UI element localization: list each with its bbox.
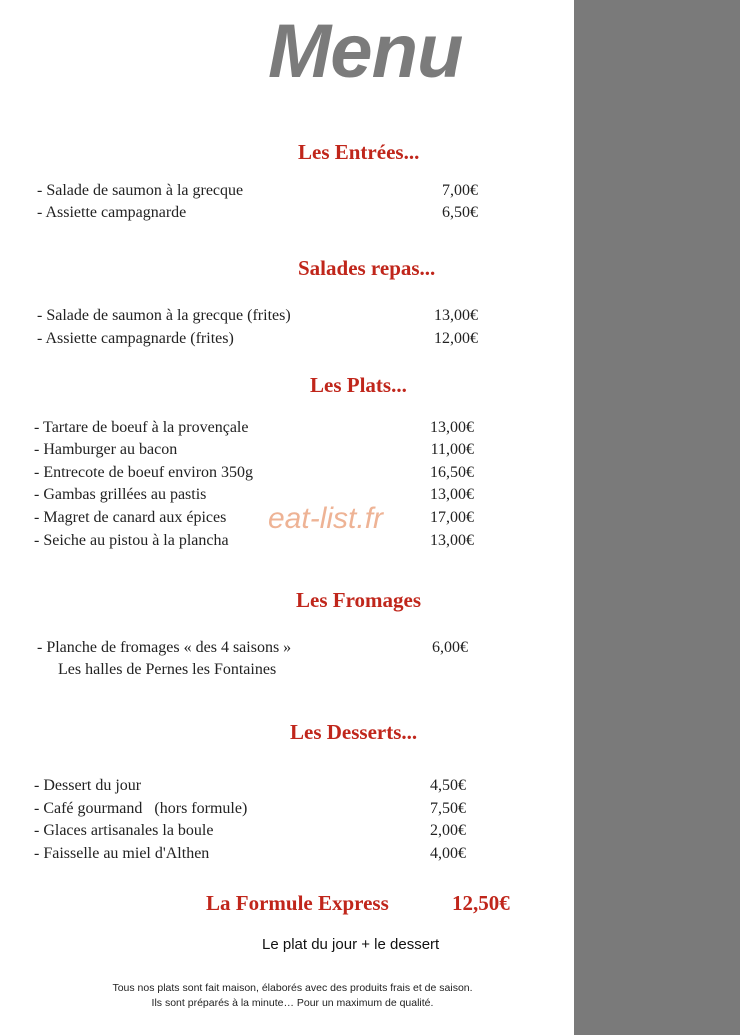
menu-item-subline: Les halles de Pernes les Fontaines <box>58 661 277 678</box>
menu-item-price: 4,00€ <box>430 845 466 862</box>
menu-item-name: - Gambas grillées au pastis <box>34 486 207 503</box>
menu-item-name: - Assiette campagnarde <box>37 204 187 221</box>
menu-item-price: 2,00€ <box>430 822 466 839</box>
formula-description: Le plat du jour + le dessert <box>262 936 440 953</box>
menu-item-price: 11,00€ <box>430 441 474 458</box>
menu-item-price: 17,00€ <box>430 509 474 526</box>
menu-item-name: - Salade de saumon à la grecque (frites) <box>37 307 291 324</box>
footer-line: Tous nos plats sont fait maison, élaborés avec des produits frais et de saison. <box>112 982 473 994</box>
menu-item-price: 16,50€ <box>430 464 474 481</box>
menu-title: Menu <box>268 9 463 94</box>
menu-item-name: - Assiette campagnarde (frites) <box>37 330 234 347</box>
menu-item-price: 13,00€ <box>430 419 474 436</box>
menu-item-name: - Faisselle au miel d'Althen <box>34 845 210 862</box>
formula-price: 12,50€ <box>452 891 510 915</box>
menu-item-name: - Glaces artisanales la boule <box>34 822 214 839</box>
menu-item-price: 4,50€ <box>430 777 466 794</box>
gray-sidebar <box>574 0 740 1035</box>
menu-item-name: - Salade de saumon à la grecque <box>37 182 244 199</box>
section-heading-salades: Salades repas... <box>298 256 436 280</box>
menu-item-name: - Entrecote de boeuf environ 350g <box>34 464 254 481</box>
section-heading-plats: Les Plats... <box>310 373 407 397</box>
footer-note <box>40 981 545 1011</box>
menu-item-name: - Dessert du jour <box>34 777 142 794</box>
section-heading-entrees: Les Entrées... <box>298 140 420 164</box>
watermark: eat-list.fr <box>268 502 384 535</box>
menu-item-name: - Seiche au pistou à la plancha <box>34 532 229 549</box>
menu-item-price: 13,00€ <box>430 532 474 549</box>
menu-item-name: - Planche de fromages « des 4 saisons » <box>37 639 292 656</box>
menu-item-price: 6,50€ <box>442 204 478 221</box>
menu-item-price: 12,00€ <box>434 330 478 347</box>
menu-item-price: 6,00€ <box>432 639 468 656</box>
formula-title: La Formule Express <box>206 891 389 915</box>
menu-item-name: - Café gourmand (hors formule) <box>34 800 248 817</box>
menu-item-name: - Hamburger au bacon <box>34 441 178 458</box>
footer-line: Ils sont préparés à la minute… Pour un maximum de qualité. <box>151 997 434 1009</box>
menu-item-price: 7,00€ <box>442 182 478 199</box>
menu-item-price: 13,00€ <box>430 486 474 503</box>
section-heading-desserts: Les Desserts... <box>290 720 418 744</box>
menu-item-name: - Tartare de boeuf à la provençale <box>34 419 249 436</box>
menu-item-price: 7,50€ <box>430 800 466 817</box>
section-heading-fromages: Les Fromages <box>296 588 422 612</box>
menu-item-price: 13,00€ <box>434 307 478 324</box>
menu-item-name: - Magret de canard aux épices <box>34 509 227 526</box>
